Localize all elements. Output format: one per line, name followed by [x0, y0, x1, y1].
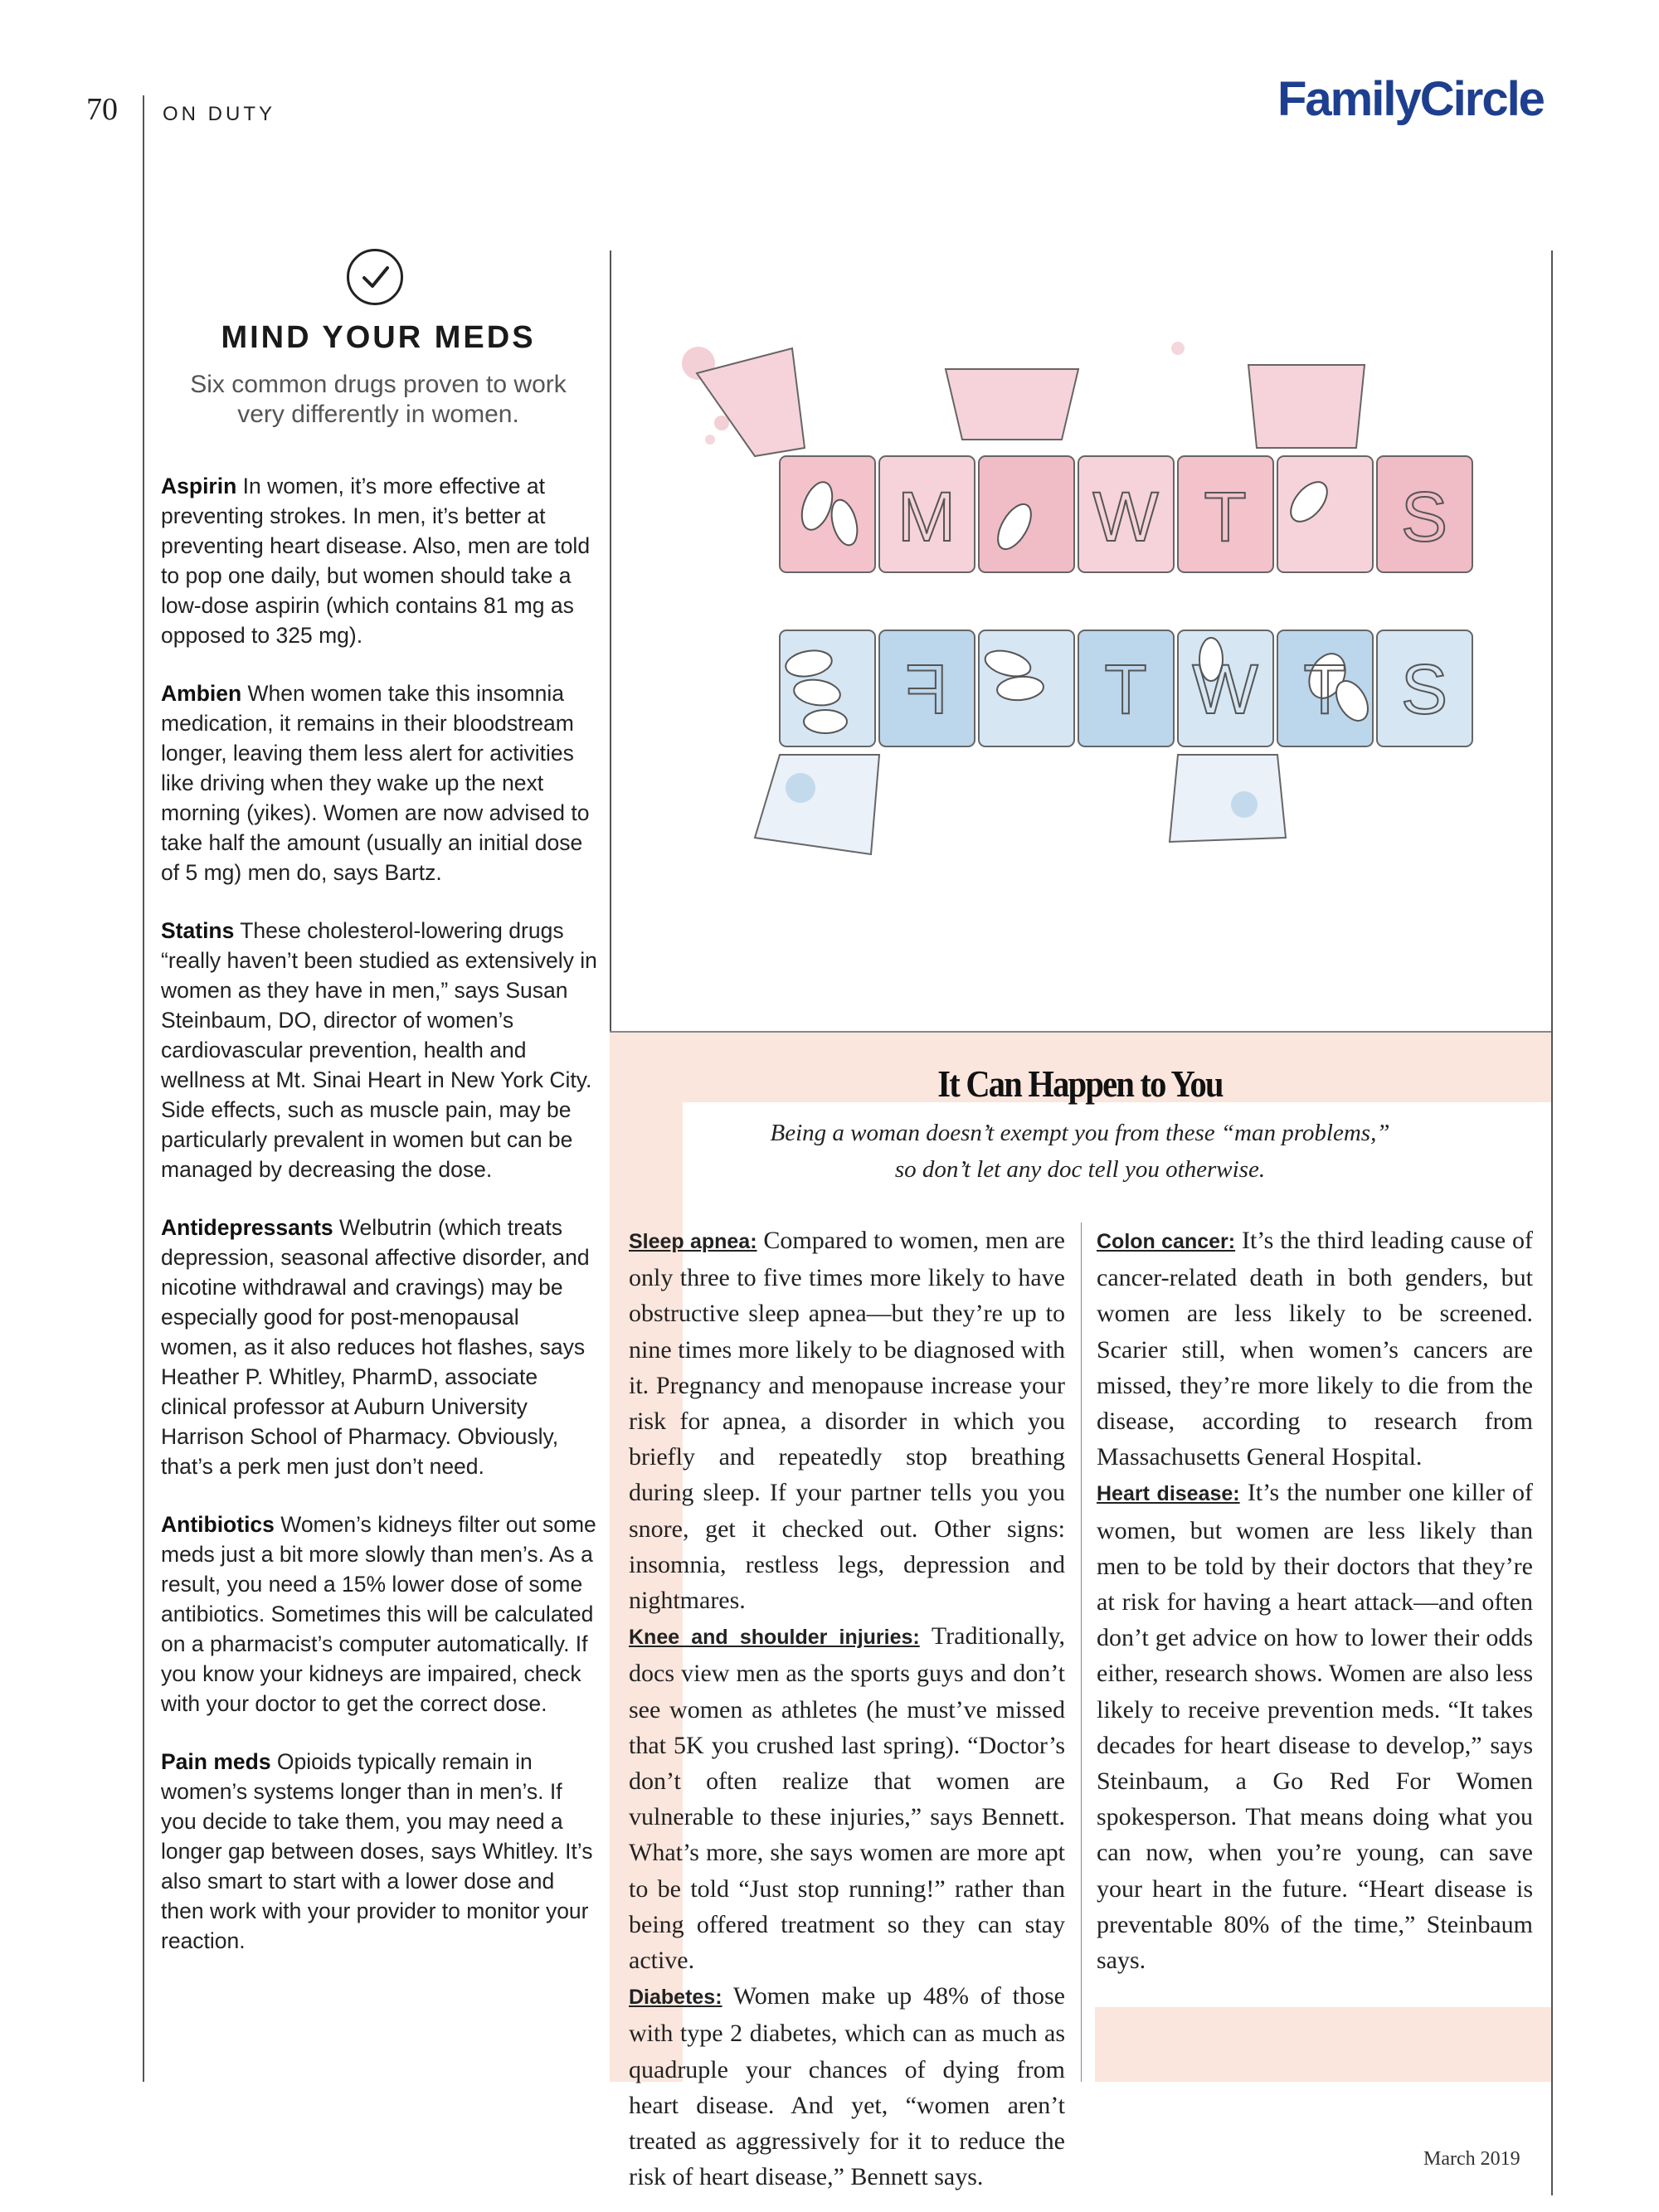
feature-section-diabetes	[629, 1978, 1065, 2195]
med-name: Statins	[161, 918, 235, 943]
day-letter: W	[1192, 650, 1258, 728]
page-number: 70	[86, 92, 118, 127]
lid-bottom-2	[1170, 755, 1286, 842]
day-letter: T	[1303, 650, 1346, 728]
feature-column-rule	[1081, 1223, 1082, 2082]
day-letter: F	[905, 650, 948, 728]
day-letter: M	[898, 478, 956, 556]
paint-splash	[714, 416, 729, 430]
feature-section-label: Diabetes:	[629, 1986, 722, 2010]
feature-bottom-band	[1095, 2007, 1551, 2082]
right-margin-rule	[1551, 250, 1553, 2195]
med-name: Aspirin	[161, 474, 237, 498]
med-name: Antidepressants	[161, 1215, 333, 1240]
lid-bottom-1	[755, 755, 879, 854]
feature-section-text: Traditionally, docs view men as the sports guys and don’t see women as athletes (he must’ve missed that 5K you crushed last spring). “Doctor’s don’t often realize that women are vulnerable to these injuries,” says Bennett. What’s more, she says women are more apt to be told “Just stop running!” rather than being offered treatment so they can stay active.	[629, 1622, 1065, 1975]
med-name: Antibiotics	[161, 1512, 275, 1537]
feature-subtitle-line-2: so don’t let any doc tell you otherwise.	[894, 1156, 1266, 1183]
med-pain-meds	[161, 1747, 601, 1956]
med-name: Ambien	[161, 681, 242, 706]
section-label: ON DUTY	[163, 103, 275, 125]
day-letter: T	[1104, 650, 1147, 728]
med-text: Opioids typically remain in women’s systems longer than in men’s. If you decide to take them, you may need a longer gap between doses, says Whitley. It’s also smart to start with a lower dose and then work with your provider to monitor your reaction.	[161, 1749, 593, 1953]
feature-section-sleep-apnea	[629, 1223, 1065, 1618]
med-text: When women take this insomnia medication, it remains in their bloodstream longer, leaving them less alert for activities like driving when they wake up the next morning (yikes). Women are now advised to take half the amount (usually an initial dose of 5 mg) men do, says Bartz.	[161, 681, 590, 885]
lid-top-3	[1248, 365, 1365, 448]
feature-section-knee-shoulder	[629, 1618, 1065, 1978]
paint-splash	[1231, 791, 1258, 818]
med-text: These cholesterol-lowering drugs “really haven’t been studied as extensively in women as they have in men,” says Susan Steinbaum, DO, director of women’s cardiovascular prevention, health and wellness at Mt. Sinai Heart in New York City. Side effects, such as muscle pain, may be particularly prevalent in women but can be managed by decreasing the dose.	[161, 918, 597, 1182]
sidebar-title: MIND YOUR MEDS	[221, 320, 536, 355]
feature-section-text: Women make up 48% of those with type 2 diabetes, which can as much as quadruple your chances of dying from heart disease. And yet, “women aren’t treated as aggressively for it to reduce the risk of heart disease,” Bennett says.	[629, 1982, 1065, 2191]
feature-subtitle	[655, 1115, 1505, 1188]
med-aspirin	[161, 471, 601, 650]
footer-date: March 2019	[1423, 2148, 1520, 2170]
left-margin-rule	[143, 95, 144, 2082]
sidebar-subtitle	[154, 370, 602, 430]
med-text: Welbutrin (which treats depression, seasonal affective disorder, and nicotine withdrawal and cravings) may be especially good for post-menopausal women, as it also reduces hot flashes, says Heather P. Whitley, PharmD, associate clinical professor at Auburn University Harrison School of Pharmacy. Obviously, that’s a perk men just don’t need.	[161, 1215, 590, 1479]
med-antibiotics	[161, 1510, 601, 1719]
lid-top-2	[946, 369, 1078, 440]
feature-column-1	[629, 1223, 1065, 2195]
day-letter: S	[1400, 478, 1448, 556]
feature-section-heart-disease	[1097, 1475, 1533, 1978]
checkmark-icon	[347, 249, 403, 305]
feature-section-colon-cancer	[1097, 1223, 1533, 1475]
sidebar-subtitle-line-2: very differently in women.	[237, 401, 519, 428]
paint-splash	[786, 773, 815, 803]
brand-logo: FamilyCircle	[1277, 72, 1544, 126]
med-name: Pain meds	[161, 1749, 271, 1774]
paint-splash	[705, 435, 715, 445]
feature-section-text: It’s the number one killer of women, but women are less likely than men to be told by their doctors that they’re at risk for having a heart attack—and often don’t get advice on how to lower their odds either, research shows. Women are also less likely to receive prevention meds. “It takes decades for heart disease to develop,” says Steinbaum, a Go Red For Women spokesperson. That means doing what you can now, when you’re young, can save your heart in the future. “Heart disease is preventable 80% of the time,” Steinbaum says.	[1097, 1479, 1533, 1975]
meds-list	[161, 471, 601, 1984]
day-letter: W	[1092, 478, 1159, 556]
feature-title: It Can Happen to You	[937, 1062, 1223, 1105]
feature-section-label: Heart disease:	[1097, 1482, 1240, 1506]
feature-column-2	[1097, 1223, 1533, 1978]
sidebar-subtitle-line-1: Six common drugs proven to work	[190, 371, 567, 398]
med-statins	[161, 916, 601, 1184]
pill	[804, 710, 847, 733]
med-text: In women, it’s more effective at preventing strokes. In men, it’s better at preventing heart disease. Also, men are told to pop one daily, but women should take a low-dose aspirin (which contains 81 mg as opposed to 325 mg).	[161, 474, 591, 648]
pill-organizer-illustration	[630, 323, 1543, 904]
feature-section-label: Colon cancer:	[1097, 1230, 1236, 1253]
feature-section-text: It’s the third leading cause of cancer-related death in both genders, but women are less likely to be screened. Scarier still, when women’s cancers are missed, they’re more likely to die from the disease, according to research from Massachusetts General Hospital.	[1097, 1227, 1533, 1471]
day-letter: T	[1204, 478, 1247, 556]
day-letter: S	[1400, 650, 1448, 728]
med-ambien	[161, 678, 601, 887]
feature-section-label: Knee and shoulder injuries:	[629, 1626, 920, 1650]
feature-section-text: Compared to women, men are only three to five times more likely to have obstructive sleep apnea—but they’re up to nine times more likely to be diagnosed with it. Pregnancy and menopause increase your risk for apnea, a disorder in which you briefly and repeatedly stop breathing during sleep. If your partner tells you you snore, get it checked out. Other signs: insomnia, restless legs, depression and nightmares.	[629, 1227, 1065, 1615]
feature-section-label: Sleep apnea:	[629, 1230, 757, 1253]
paint-splash	[1171, 342, 1185, 355]
med-text: Women’s kidneys filter out some meds just a bit more slowly than men’s. As a result, you need a 15% lower dose of some antibiotics. Sometimes this will be calculated on a pharmacist’s computer automatically. If you know your kidneys are impaired, check with your doctor to get the correct dose.	[161, 1512, 596, 1716]
med-antidepressants	[161, 1213, 601, 1481]
feature-subtitle-line-1: Being a woman doesn’t exempt you from these “man problems,”	[770, 1120, 1390, 1146]
